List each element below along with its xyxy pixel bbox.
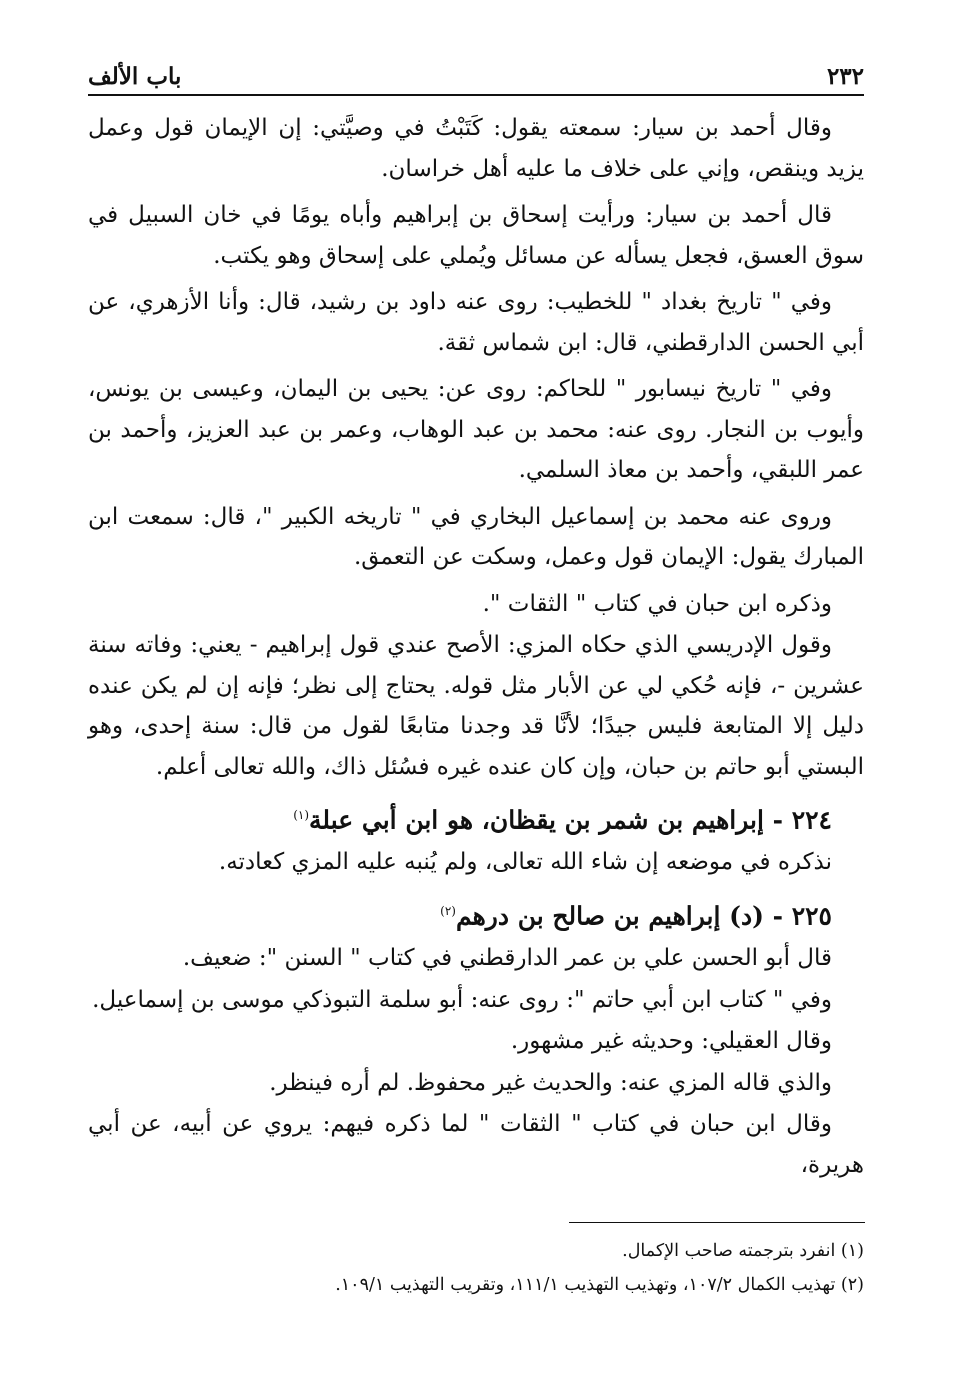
entry-line: قال أبو الحسن علي بن عمر الدارقطني في كتاب " السنن ": ضعيف. bbox=[182, 945, 832, 972]
footnote-ref-2[interactable]: (٢) bbox=[440, 903, 456, 918]
entry-text: نذكره في موضعه إن شاء الله تعالى، ولم يُنبه عليه المزي كعادته. bbox=[218, 849, 832, 876]
paragraph: وقال أحمد بن سيار: سمعته يقول: كَتَبْتُ في وصيَّتي: إن الإيمان قول وعمل يزيد وينقص، وإني على خلاف ما عليه أهل خراسان. bbox=[88, 115, 864, 182]
footnote-ref-1[interactable]: (١) bbox=[293, 808, 310, 822]
entry-line: وقال العقيلي: وحديثه غير مشهور. bbox=[510, 1028, 832, 1055]
entry-heading-text: ٢٢٥ - (د) إبراهيم بن صالح بن درهم bbox=[455, 901, 832, 931]
page-body bbox=[88, 108, 864, 1186]
entry-heading-224 bbox=[88, 793, 864, 842]
entry-heading-225 bbox=[88, 889, 864, 938]
paragraph: قال أحمد بن سيار: ورأيت إسحاق بن إبراهيم وأباه يومًا في خان السبيل في سوق العسق، فجعل يسأله عن مسائل ويُملي على إسحاق وهو يكتب. bbox=[88, 202, 864, 269]
paragraph: وذكره ابن حبان في كتاب " الثقات ". bbox=[482, 590, 832, 617]
entry-line: وفي " كتاب ابن أبي حاتم ": روى عنه: أبو سلمة التبوذكي موسى بن إسماعيل. bbox=[92, 986, 832, 1013]
footnotes bbox=[88, 1234, 864, 1302]
paragraph: وروى عنه محمد بن إسماعيل البخاري في " تاريخه الكبير "، قال: سمعت ابن المبارك يقول: الإيمان قول وعمل، وسكت عن التعمق. bbox=[88, 503, 864, 570]
footnote-divider bbox=[569, 1222, 865, 1223]
footnote-1: (١) انفرد بترجمته صاحب الإكمال. bbox=[622, 1241, 864, 1261]
entry-heading-text: ٢٢٤ - إبراهيم بن شمر بن يقظان، هو ابن أبي عبلة bbox=[309, 805, 832, 835]
paragraph: وقول الإدريسي الذي حكاه المزي: الأصح عندي قول إبراهيم - يعني: وفاته سنة عشرين -، فإنه حُكي لي عن الأبار مثل قوله. يحتاج إلى نظر؛ فإنه إن لم يكن عنده دليل إلا المتابعة فليس جيدًا؛ لأنَّا قد وجدنا متابعًا لقول من قال: سنة إحدى، وهو البستي أبو حاتم بن حبان، وإن كان عنده غيره فسُئل ذاك، والله تعالى أعلم. bbox=[88, 632, 864, 780]
entry-line: والذي قاله المزي عنه: والحديث غير محفوظ. لم أره فينظر. bbox=[269, 1069, 832, 1096]
chapter-title: باب الألف bbox=[88, 63, 182, 90]
paragraph: وفي " تاريخ بغداد " للخطيب: روى عنه داود بن رشيد، قال: وأنا الأزهري، عن أبي الحسن الدارقطني، قال: ابن شماس ثقة. bbox=[88, 289, 864, 356]
entry-line: وقال ابن حبان في كتاب " الثقات " لما ذكره فيهم: يروي عن أبيه، عن أبي هريرة، bbox=[88, 1111, 864, 1178]
paragraph: وفي " تاريخ نيسابور " للحاكم: روى عن: يحيى بن اليمان، وعيسى بن يونس، وأيوب بن النجار. روى عنه: محمد بن عبد الوهاب، وعمر بن عبد العزيز، وأحمد بن عمر اللبقي، وأحمد بن معاذ السلمي. bbox=[88, 376, 864, 483]
footnote-2: (٢) تهذيب الكمال ١٠٧/٢، وتهذيب التهذيب ١١١/١، وتقريب التهذيب ١٠٩/١. bbox=[335, 1275, 864, 1295]
page-header bbox=[88, 58, 864, 96]
page-number: ٢٣٢ bbox=[826, 63, 864, 90]
